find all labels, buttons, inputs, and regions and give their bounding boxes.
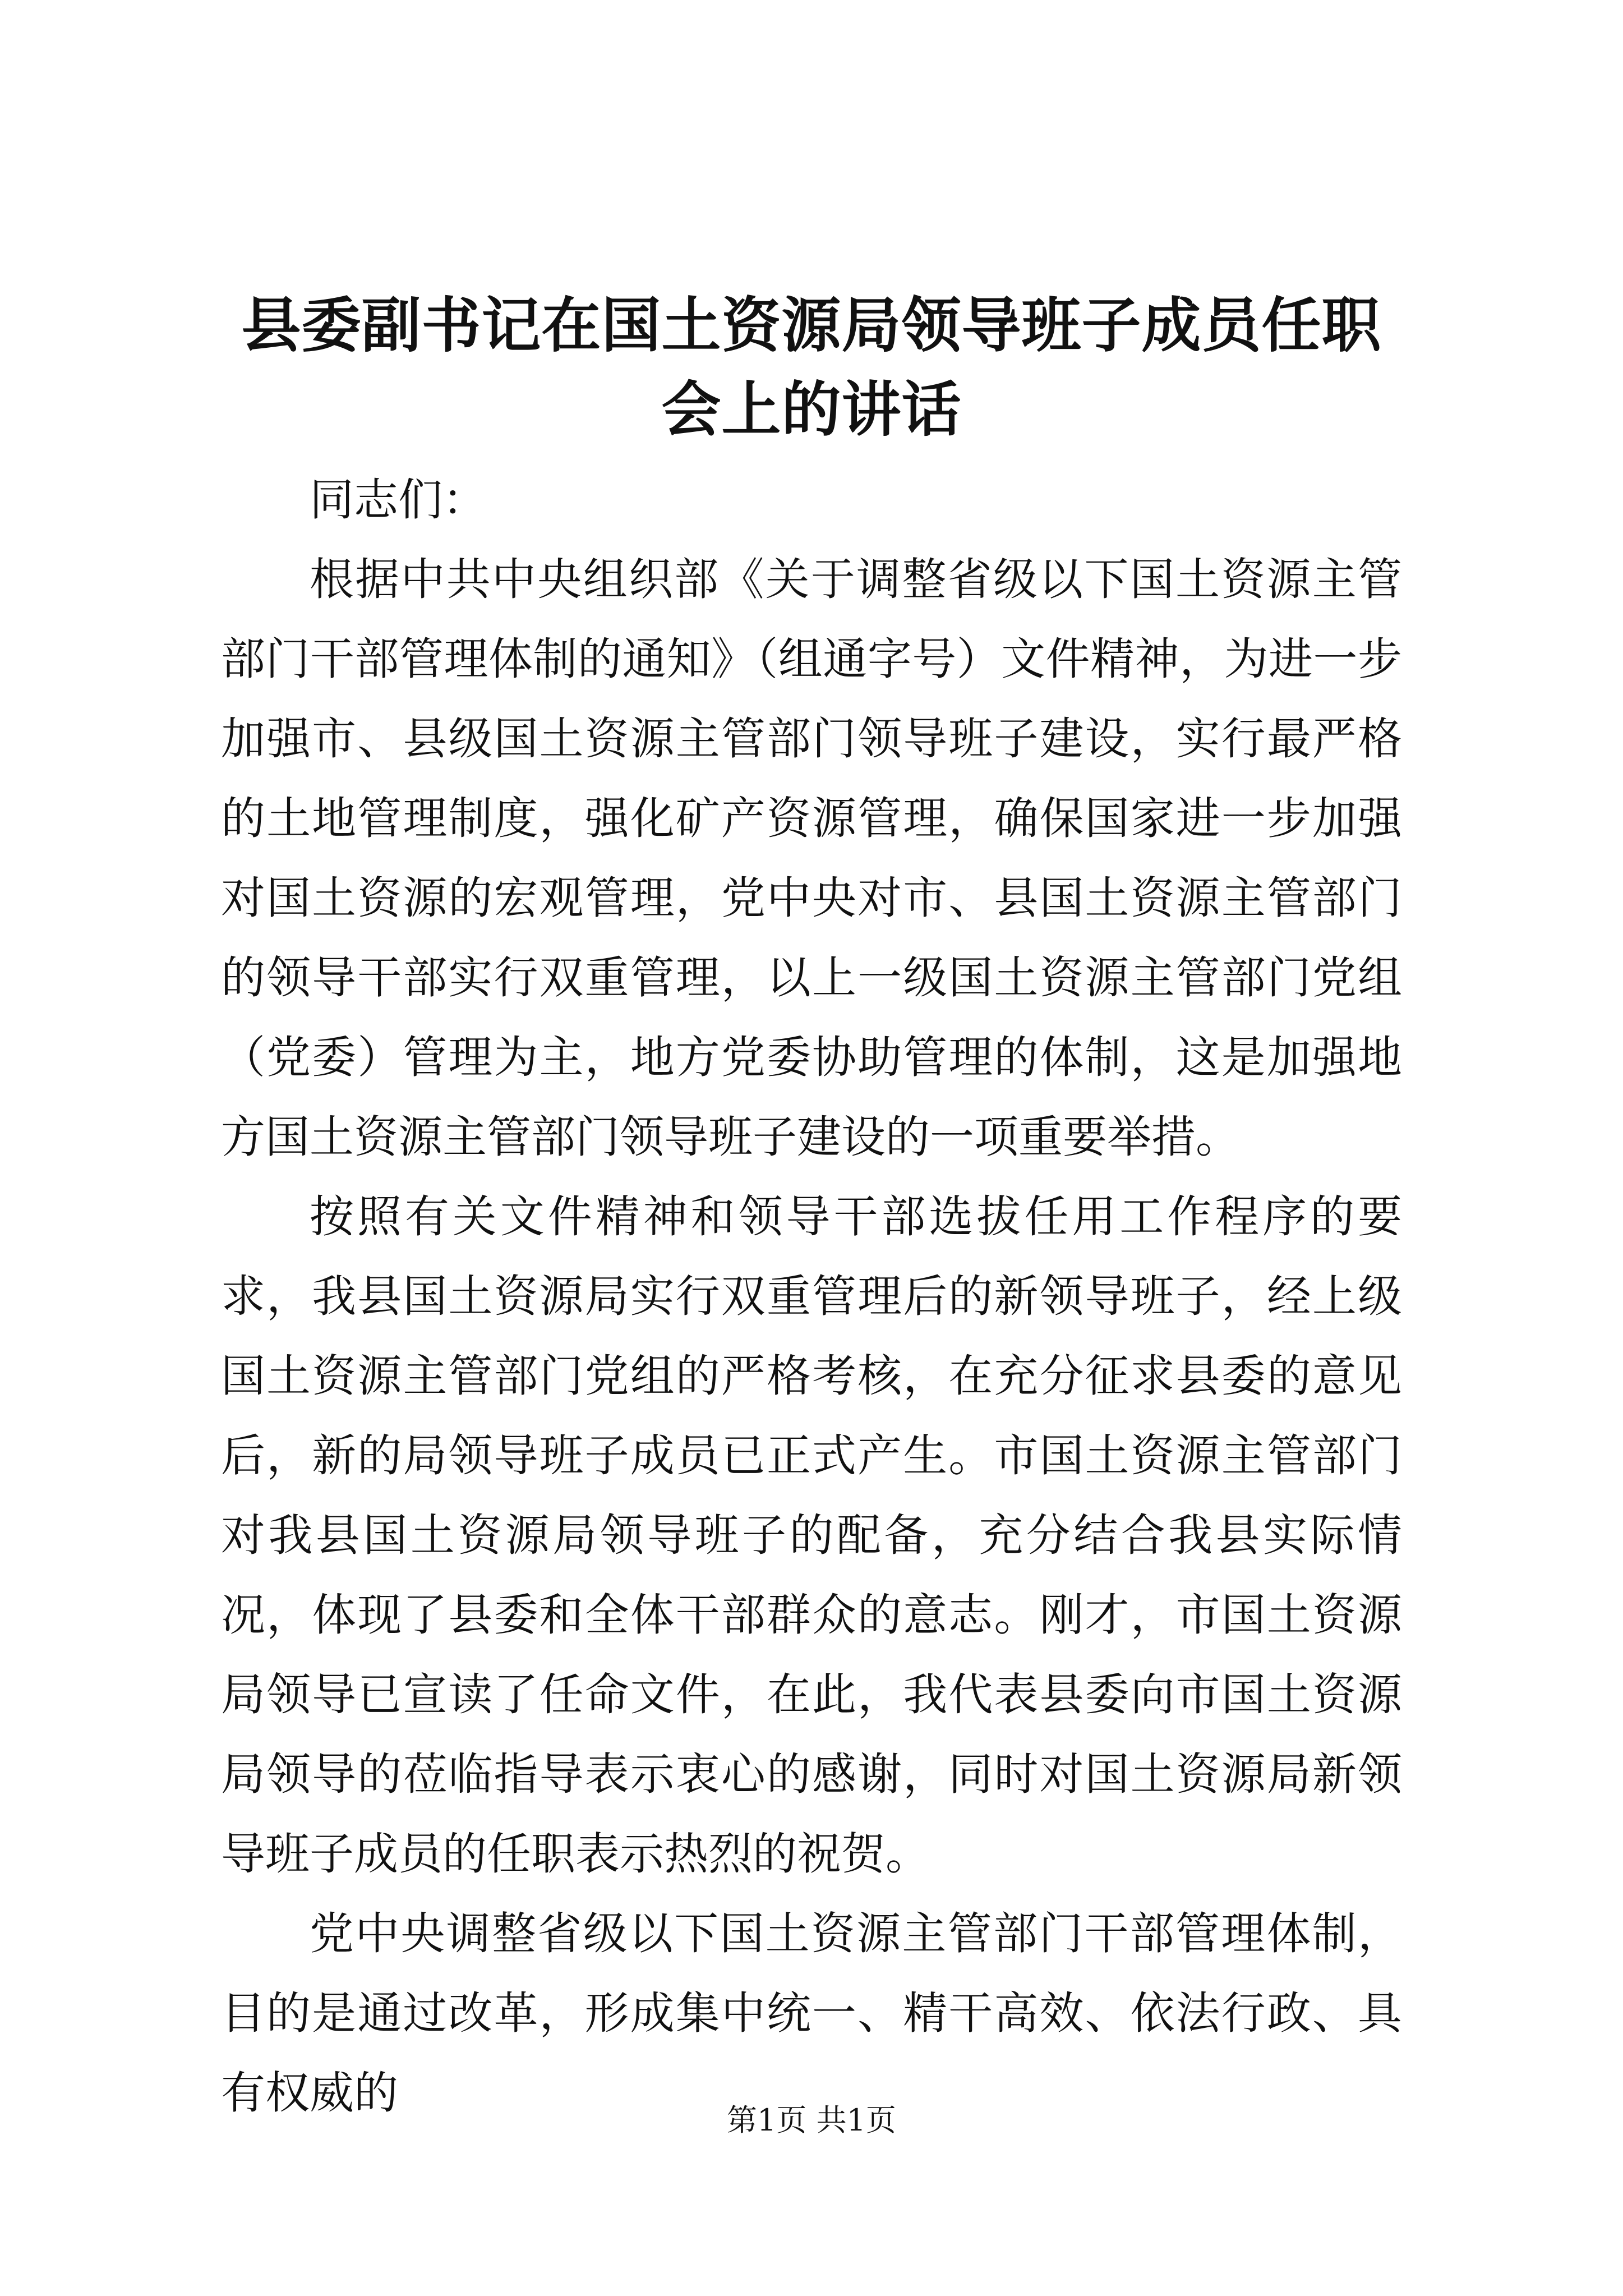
document-title: 县委副书记在国土资源局领导班子成员任职会上的讲话	[241, 290, 1382, 444]
document-body	[221, 460, 1402, 2133]
paragraph-1: 根据中共中央组织部《关于调整省级以下国土资源主管部门干部管理体制的通知》（组通字号）文件精神，为进一步加强市、县级国土资源主管部门领导班子建设，实行最严格的土地管理制度，强化矿产资源管理，确保国家进一步加强对国土资源的宏观管理，党中央对市、县国土资源主管部门的领导干部实行双重管理，以上一级国土资源主管部门党组（党委）管理为主，地方党委协助管理的体制，这是加强地方国土资源主管部门领导班子建设的一项重要举措。	[221, 554, 1402, 1163]
paragraph-2: 按照有关文件精神和领导干部选拔任用工作程序的要求，我县国土资源局实行双重管理后的新领导班子，经上级国土资源主管部门党组的严格考核，在充分征求县委的意见后，新的局领导班子成员已正式产生。市国土资源主管部门对我县国土资源局领导班子的配备，充分结合我县实际情况，体现了县委和全体干部群众的意志。刚才，市国土资源局领导已宣读了任命文件，在此，我代表县委向市国土资源局领导的莅临指导表示衷心的感谢，同时对国土资源局新领导班子成员的任职表示热烈的祝贺。	[221, 1191, 1402, 1880]
page-footer: 第1页 共1页	[727, 2102, 896, 2138]
greeting: 同志们：	[310, 474, 487, 526]
paragraph-3: 党中央调整省级以下国土资源主管部门干部管理体制，目的是通过改革，形成集中统一、精干高效、依法行政、具有权威的	[221, 1908, 1402, 2119]
